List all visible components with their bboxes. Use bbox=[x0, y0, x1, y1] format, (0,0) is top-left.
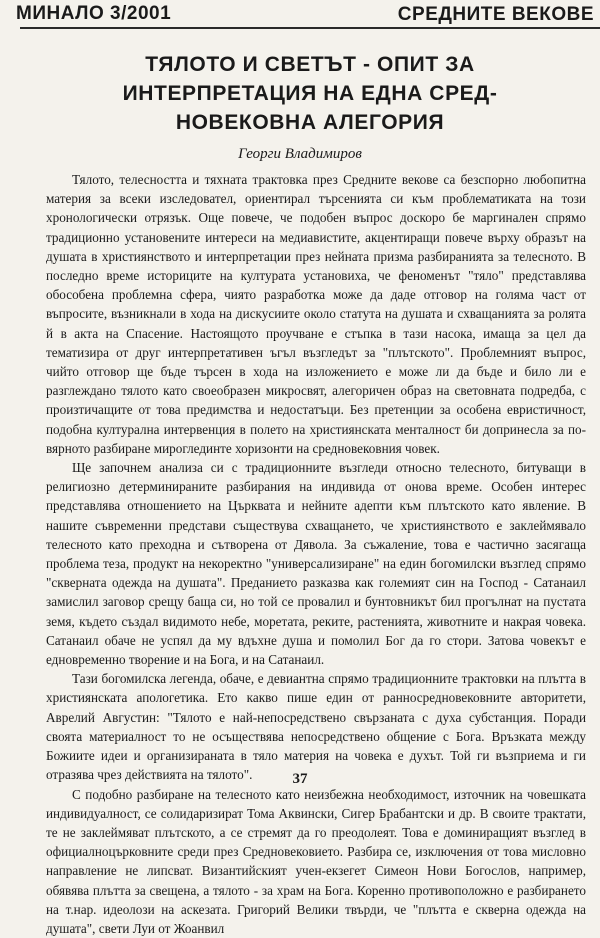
page-number: 37 bbox=[0, 771, 600, 788]
title-line: ИНТЕРПРЕТАЦИЯ НА ЕДНА СРЕД- bbox=[40, 79, 580, 108]
title-line: НОВЕКОВНА АЛЕГОРИЯ bbox=[40, 108, 580, 137]
article-body bbox=[46, 170, 586, 938]
journal-issue: МИНАЛО 3/2001 bbox=[16, 3, 171, 25]
running-header bbox=[0, 0, 600, 28]
header-rule bbox=[20, 27, 600, 29]
body-paragraph: С подобно разбиране на телесното като неизбежна необходимост, източник на човешката индивидуалност, се солидаризират Тома Аквински, Сигер Брабантски и др. В своите трактати, те не заклеймяват плътското, а се стремят да го преодолеят. Това е доминиращият възглед в официалноцърковните среди през Средновековието. Разбира се, изключения от това мисловно направление не липсват. Византийският учен-екзегет Симеон Нови Богослов, например, обявява плътта за свещена, а тялото - за храм на Бога. Коренно противоположно е разбирането на т.нар. идеолози на аскезата. Григорий Велики твърди, че "плътта е скверна одежда на душата", свети Луи от Жоанвил bbox=[46, 785, 586, 938]
author-name: Георги Владимиров bbox=[0, 146, 600, 163]
article-title bbox=[40, 50, 580, 137]
title-line: ТЯЛОТО И СВЕТЪТ - ОПИТ ЗА bbox=[40, 50, 580, 79]
body-paragraph: Ще започнем анализа си с традиционните възгледи относно телесното, битуващи в религиозно детерминираните разбирания на индивида от онова време. Особен интерес представлява отношението на Църквата и нейните адепти към плътското като явление. В нашите съвременни представи съществува схващането, че християнството е заклеймявало телесното като преходна и сътворена от Дявола. За съжаление, това е частично засягаща проблема теза, продукт на некоректно "универсализиране" на един богомилски възглед спрямо "скверната одежда на душата". Преданието разказва как големият син на Господ - Сатанаил замислил заговор срещу баща си, но той се провалил и бунтовникът бил прогълнат на пустата земя, където създал видимото небе, моретата, реките, растенията, животните и накрая човека. Сатанаил обаче не успял да му вдъхне душа и помолил Бог да го стори. Затова човекът е едновременно творение и на Бога, и на Сатанаил. bbox=[46, 458, 586, 669]
section-name: СРЕДНИТЕ ВЕКОВЕ bbox=[398, 4, 594, 26]
body-paragraph: Тялото, телесността и тяхната трактовка през Средните векове са безспорно любопитна материя за всеки изследовател, ориентирал търсенията си към проблематиката на този хронологически отрязък. Още повече, че подобен въпрос доскоро бе маргинален спрямо традиционно установените интереси на медиавистите, акцентиращи повече върху образът на душата в християнството и интерпретации през нейната призма разбиранията за телесното. В последно време историците на културата установиха, че феноменът "тяло" представлява обособена проблемна сфера, чиято разработка може да даде отговор на голяма част от въпросите, възникнали в хода на дискусиите около статута на душата и схващанията за ролята й в акта на Спасение. Настоящото проучване е стъпка в тази насока, имаща за цел да тематизира от друг интерпретативен ъгъл възгледът за "плътското". Проблемният въпрос, чийто отговор ще бъде търсен в хода на изложението е може ли да бъде и било ли е разглеждано тялото като своеобразен микросвят, алегоричен образ на световната подредба, с произтичащите от това предимства и недостатъци. Без претенции за особена евристичност, подобна културална интервенция в полето на християнската менталност би допринесла за по-вярното разбиране мироглединте хоризонти на средновековния човек. bbox=[46, 170, 586, 458]
body-paragraph: Тази богомилска легенда, обаче, е девиантна спрямо традиционните трактовки на плътта в християнската апологетика. Ето какво пише един от ранносредновековните авторитети, Аврелий Августин: "Тялото е най-непосредствено свързаната с духа субстанция. Поради своята материалност то не осъществява непосредствено общение с Бога. Връзката между Божиите идеи и организираната в тяло материя на човека е духът. Той ги възприема и ги отразява чрез действията на тялото". bbox=[46, 669, 586, 784]
